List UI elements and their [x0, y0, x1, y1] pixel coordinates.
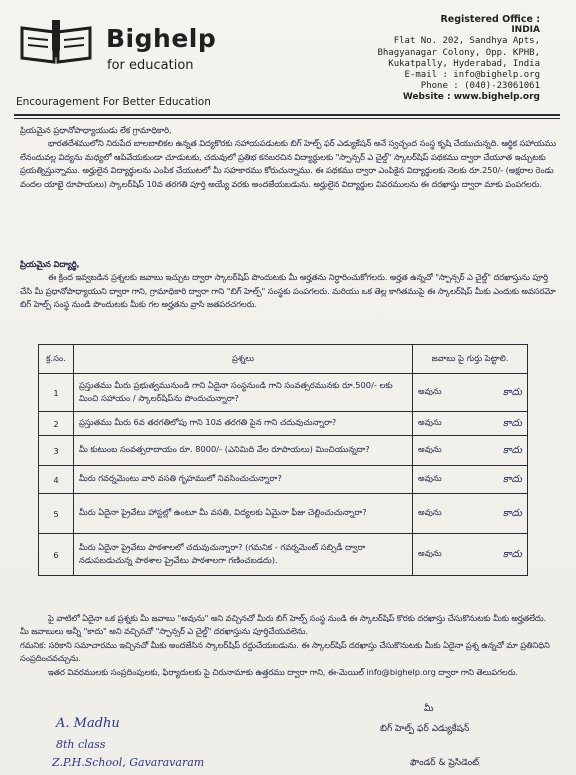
table-row — [39, 436, 528, 466]
col-header-serial: క్ర.సం. — [39, 345, 74, 374]
answer-no-handwritten: కాదు — [502, 417, 522, 429]
office-address-line: Flat No. 202, Sandhya Apts, — [393, 36, 540, 47]
answer-yes: అవును — [418, 507, 442, 517]
salutation: ప్రియమైన ప్రధానోపాధ్యాయుడు లేక గ్రామాధికారి, — [20, 125, 172, 135]
answer-no-handwritten: కాదు — [502, 444, 522, 456]
row-question: మీ కుటుంబ సంవత్సరాదాయం రూ. 8000/- (ఎనిమిది వేల రూపాయలు) మించియున్నదా? — [74, 436, 413, 466]
col-header-answer: జవాబు పై గుర్తు పెట్టాలి. — [413, 345, 528, 374]
closing-yours: మీ — [424, 704, 434, 714]
table-row — [39, 494, 528, 534]
row-number: 2 — [39, 412, 74, 436]
row-number: 1 — [39, 374, 74, 412]
contact-paragraph: ఇతర వివరములకు సంప్రదింపులకు, ఫిర్యాదులకు పై చిరునామాకు ఉత్తరము ద్వారా గాని, ఈ-మెయిల్ info@bighelp.org ద్వారా గాని తెలుపగలరు. — [48, 666, 518, 677]
row-number: 3 — [39, 436, 74, 466]
handwritten-student-name: A. Madhu — [56, 716, 120, 731]
registered-office-block — [377, 14, 540, 104]
office-website: Website : www.bighelp.org — [402, 92, 540, 103]
table-row — [39, 534, 528, 576]
student-section — [20, 258, 556, 312]
row-answer-cell[interactable] — [413, 374, 528, 412]
answer-no-handwritten: కాదు — [502, 507, 522, 519]
office-country: INDIA — [511, 25, 540, 36]
answer-no-handwritten: కాదు — [502, 473, 522, 485]
eligibility-paragraph: పై వాటిలో ఏదైనా ఒక ప్రశ్నకు మీ జవాబు "అవును" అని వచ్చినచో మీరు బిగ్ హెల్ప్ సంస్థ నుండి ఈ స్కాలర్‌షిప్ కొరకు దరఖాస్తు చేసుకొనుటకు మీకు అర్హతలేదు. మీ జవాబులు అన్నీ "కాదు" అని వచ్చినచో "స్పాన్సర్ ఎ చైల్డ్" దరఖాస్తును పూర్తిచేయవలెను. — [20, 613, 547, 637]
row-question: ప్రస్తుతము మీరు 6వ తరగతిలోపు గాని 10వ తరగతి పైన గాని చదువుచున్నారా? — [74, 412, 413, 436]
answer-yes: అవును — [418, 417, 442, 427]
row-question: మీరు ఏదైనా ప్రైవేటు పాఠశాలలో చదువుచున్నారా? (గమనిక - గవర్నమెంట్ సబ్సిడీ ద్వారా నడుపబడుచున్న పాఠశాల ప్రైవేటు పాఠశాలగా గణించబడదు). — [74, 534, 413, 576]
row-answer-cell[interactable] — [413, 494, 528, 534]
eligibility-table — [38, 344, 528, 576]
row-answer-cell[interactable] — [413, 534, 528, 576]
tagline: Encouragement For Better Education — [16, 96, 211, 108]
instructions-section — [20, 612, 556, 679]
open-book-logo-icon — [16, 18, 96, 68]
answer-yes: అవును — [418, 473, 442, 483]
row-question: ప్రస్తుతము మీరు ప్రభుత్వమునుండి గాని ఏదైనా సంస్థనుండి గాని సంవత్సరమునకు రూ.500/- లకు మించి సహాయం / స్కాలర్‌షిప్‌ను పొందుచున్నారా? — [74, 374, 413, 412]
closing-signatory: ఫౌండర్ & ప్రెసిడెంట్ — [410, 758, 480, 768]
table-row — [39, 412, 528, 436]
student-paragraph: ఈ క్రింద ఇవ్వబడిన ప్రశ్నలకు జవాబు ఇచ్చుట ద్వారా స్కాలర్‌షిప్ పొందుటకు మీ అర్హతను నిర్ధారించుకోగలరు. అర్హత ఉన్నచో "స్పాన్సర్ ఎ చైల్డ్" దరఖాస్తును పూర్తి చేసి మీ ప్రధానోపాధ్యాయుని ద్వారా గాని, గ్రామాధికారి ద్వారా గాని "బిగ్ హెల్ప్" సంస్థకు పంపగలరు. మరియు ఒక తెల్ల కాగితముపై ఈ స్కాలర్‌షిప్ మీకు ఎందుకు అవసరమో బిగ్ హెల్ప్ సంస్థ నుండి పొందుటకు మీకు గల అర్హతను వ్రాసి జతపరచగలరు. — [20, 272, 556, 310]
answer-no-handwritten: కాదు — [502, 548, 522, 560]
student-greeting: ప్రియమైన విద్యార్థి, — [20, 259, 80, 269]
row-number: 6 — [39, 534, 74, 576]
brand-subtitle: for education — [107, 58, 194, 73]
answer-yes: అవును — [418, 386, 442, 396]
row-question: మీరు ఏదైనా ప్రైవేటు హాస్టల్లో ఉంటూ మీ వసతి, విద్యలకు ఏమైనా ఫీజు చెల్లించుచున్నారా? — [74, 494, 413, 534]
handwritten-class: 8th class — [56, 738, 106, 751]
row-question: మీరు గవర్నమెంటు వారి వసతి గృహములో నివసించుచున్నారా? — [74, 466, 413, 494]
handwritten-school: Z.P.H.School, Gavaravaram — [52, 756, 205, 769]
closing-org: బిగ్ హెల్ప్ ఫర్ ఎడ్యుకేషన్ — [380, 724, 470, 734]
answer-yes: అవును — [418, 548, 442, 558]
row-answer-cell[interactable] — [413, 436, 528, 466]
answer-no-handwritten: కాదు — [502, 386, 522, 398]
header-divider — [14, 114, 560, 116]
row-number: 5 — [39, 494, 74, 534]
col-header-questions: ప్రశ్నలు — [74, 345, 413, 374]
office-address-line: Kukatpally, Hyderabad, India — [388, 58, 540, 69]
intro-paragraph: భారతదేశములోని నిరుపేద బాలబాలికల ఉన్నత విద్యకొరకు సహాయపడుటకు బిగ్ హెల్ప్ ఫర్ ఎడ్యుకేషన్ అనే స్వచ్ఛంద సంస్థ కృషి చేయుచున్నది. ఆర్థిక సహాయము లేనందువల్ల విద్యను మధ్యలో ఆపివేయకుండా చూడుటకు, చదువులో ప్రతిభ కనబరచిన విద్యార్థులకు "స్పాన్సర్ ఎ చైల్డ్" స్కాలర్‌షిప్ పథకము ద్వారా చేయూత ఇచ్చుటకు ప్రయత్నిస్తున్నాము. అర్హులైన విద్యార్థులను ఎంపిక చేయుటలో మీ సహకారము కోరుచున్నాము. ఈ పథకము ద్వారా ఎంపికైన విద్యార్థులకు నెలకు రూ.250/- (అక్షరాల రెండు వందల యాభై రూపాయలు) స్కాలర్‌షిప్ 10వ తరగతి పూర్తి అయ్యే వరకు అందజేయబడును. అర్హులైన విద్యార్థుల వివరములను ఈ దరఖాస్తు ద్వారా మాకు పంపగలరు. — [20, 138, 556, 189]
answer-yes: అవును — [418, 444, 442, 454]
row-answer-cell[interactable] — [413, 466, 528, 494]
row-number: 4 — [39, 466, 74, 494]
brand-name: Bighelp — [106, 24, 217, 53]
header-divider-thin — [14, 118, 560, 119]
office-email: E-mail : info@bighelp.org — [404, 70, 540, 81]
table-row — [39, 374, 528, 412]
letter-intro — [20, 124, 556, 191]
table-row — [39, 466, 528, 494]
office-phone: Phone : (040)-23061061 — [420, 81, 540, 92]
table-header-row — [39, 345, 528, 374]
row-answer-cell[interactable] — [413, 412, 528, 436]
office-heading: Registered Office : — [440, 14, 540, 25]
note-paragraph: గమనిక: సరికాని సమాచారము ఇచ్చినచో మీకు అందజేసిన స్కాలర్‌షిప్ రద్దుచేయబడును. ఈ స్కాలర్‌షిప్ దరఖాస్తు చేసుకొనుటకు మీకు ఏదైనా ప్రశ్న ఉన్నచో మా ప్రతినిధిని సంప్రదించవచ్చును. — [20, 639, 550, 664]
office-address-line: Bhagyanagar Colony, Opp. KPHB, — [377, 47, 540, 58]
